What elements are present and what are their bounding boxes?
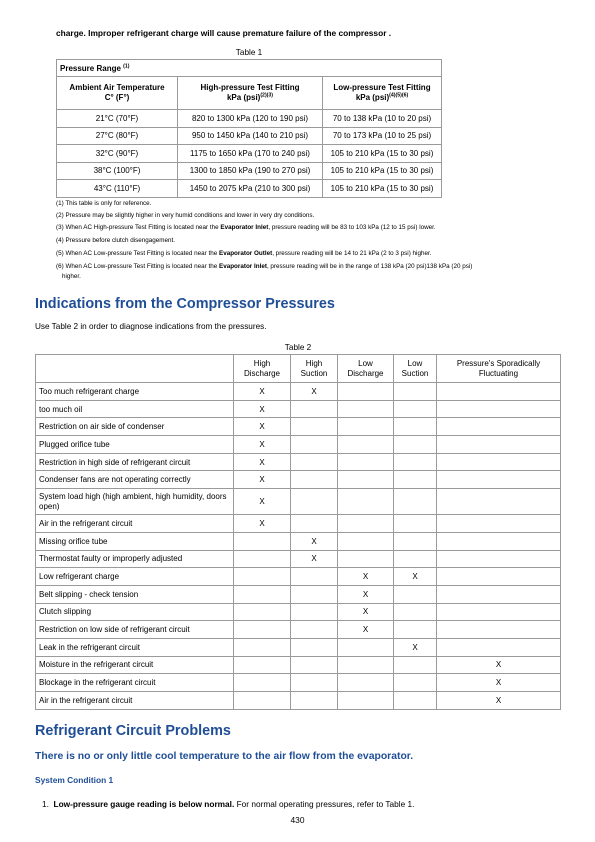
empty-cell (394, 656, 437, 674)
table-row (36, 436, 561, 454)
condition-label: Moisture in the refrigerant circuit (36, 656, 234, 674)
empty-cell (291, 400, 338, 418)
table-row (36, 638, 561, 656)
mark-cell: X (234, 489, 291, 515)
condition-label: Low refrigerant charge (36, 568, 234, 586)
pressure-row (57, 110, 442, 128)
empty-cell (394, 674, 437, 692)
pressure-row (57, 180, 442, 198)
mark-cell: X (234, 453, 291, 471)
mark-cell: X (234, 515, 291, 533)
condition-label: Blockage in the refrigerant circuit (36, 674, 234, 692)
mark-cell: X (234, 436, 291, 454)
condition-label: too much oil (36, 400, 234, 418)
empty-cell (338, 436, 394, 454)
mark-cell: X (234, 383, 291, 401)
empty-cell (234, 585, 291, 603)
empty-cell (234, 692, 291, 710)
footnote-4: (4) Pressure before clutch disengagement. (56, 237, 176, 244)
empty-cell (437, 515, 561, 533)
empty-cell (437, 383, 561, 401)
footnote-6: (6) When AC Low-pressure Test Fitting is located near the Evaporator Inlet, pressure reading will be in the range of 138 kPa (20 psi)138 kPa (20 psi) (56, 263, 473, 270)
ambient-temp-header: Ambient Air Temperature C° (F°) (57, 77, 178, 110)
empty-cell (338, 418, 394, 436)
empty-cell (234, 568, 291, 586)
empty-cell (234, 532, 291, 550)
empty-cell (338, 692, 394, 710)
condition-label: Belt slipping - check tension (36, 585, 234, 603)
table-row (36, 692, 561, 710)
condition-label: Restriction on air side of condenser (36, 418, 234, 436)
condition-label: System load high (high ambient, high humidity, doors open) (36, 489, 234, 515)
empty-cell (437, 471, 561, 489)
empty-cell (338, 453, 394, 471)
condition-label: Restriction in high side of refrigerant circuit (36, 453, 234, 471)
column-header: Low Discharge (338, 355, 394, 383)
pressure-row (57, 127, 442, 145)
empty-cell (437, 489, 561, 515)
high-pressure-header: High-pressure Test Fitting kPa (psi)$^{(2)(3)}$ (178, 77, 323, 110)
table-row (36, 489, 561, 515)
diagnosis-table (35, 354, 561, 710)
pressure-row (57, 162, 442, 180)
empty-cell (338, 471, 394, 489)
mark-cell: X (338, 568, 394, 586)
low-pressure-cell: 105 to 210 kPa (15 to 30 psi) (323, 145, 442, 163)
table-row (36, 621, 561, 639)
empty-cell (291, 515, 338, 533)
empty-cell (437, 532, 561, 550)
empty-cell (394, 400, 437, 418)
empty-cell (394, 550, 437, 568)
empty-cell (394, 692, 437, 710)
empty-cell (291, 436, 338, 454)
empty-cell (394, 515, 437, 533)
empty-cell (291, 638, 338, 656)
empty-cell (338, 383, 394, 401)
empty-cell (338, 656, 394, 674)
empty-cell (291, 674, 338, 692)
low-pressure-cell: 70 to 173 kPa (10 to 25 psi) (323, 127, 442, 145)
footnote-2: (2) Pressure may be slightly higher in very humid conditions and lower in very dry conditions. (56, 212, 315, 219)
high-pressure-cell: 1450 to 2075 kPa (210 to 300 psi) (178, 180, 323, 198)
table-row (36, 383, 561, 401)
column-header: Pressure's Sporadically Fluctuating (437, 355, 561, 383)
problem-subheading: There is no or only little cool temperature to the air flow from the evaporator. (35, 751, 414, 762)
condition-label: Plugged orifice tube (36, 436, 234, 454)
empty-cell (234, 674, 291, 692)
mark-cell: X (291, 532, 338, 550)
high-pressure-cell: 1175 to 1650 kPa (170 to 240 psi) (178, 145, 323, 163)
empty-cell (338, 550, 394, 568)
mark-cell: X (437, 656, 561, 674)
footnote-3: (3) When AC High-pressure Test Fitting is located near the Evaporator Inlet, pressure reading will be 83 to 103 kPa (12 to 15 psi) lower. (56, 224, 436, 231)
empty-cell (394, 471, 437, 489)
page-number: 430 (290, 815, 305, 825)
ambient-temp-cell: 27°C (80°F) (57, 127, 178, 145)
condition-label: Leak in the refrigerant circuit (36, 638, 234, 656)
table-row (36, 400, 561, 418)
table-row (36, 674, 561, 692)
empty-cell (338, 515, 394, 533)
system-condition-heading: System Condition 1 (35, 775, 114, 785)
empty-cell (234, 550, 291, 568)
high-pressure-cell: 950 to 1450 kPa (140 to 210 psi) (178, 127, 323, 145)
empty-cell (291, 471, 338, 489)
empty-cell (234, 621, 291, 639)
empty-cell (437, 568, 561, 586)
condition-label: Restriction on low side of refrigerant circuit (36, 621, 234, 639)
mark-cell: X (234, 400, 291, 418)
footnote-1: (1) This table is only for reference. (56, 200, 152, 207)
footnote-5: (5) When AC Low-pressure Test Fitting is located near the Evaporator Outlet, pressure reading will be 14 to 21 kPa (2 to 3 psi) higher. (56, 250, 432, 257)
table-row (36, 585, 561, 603)
empty-cell (291, 568, 338, 586)
empty-cell (437, 603, 561, 621)
column-header: High Suction (291, 355, 338, 383)
empty-cell (437, 638, 561, 656)
mark-cell: X (394, 638, 437, 656)
condition-label: Missing orifice tube (36, 532, 234, 550)
empty-cell (394, 532, 437, 550)
table-row (36, 568, 561, 586)
mark-cell: X (291, 550, 338, 568)
mark-cell: X (234, 418, 291, 436)
table-row (36, 550, 561, 568)
condition-label: Thermostat faulty or improperly adjusted (36, 550, 234, 568)
empty-cell (234, 656, 291, 674)
mark-cell: X (338, 603, 394, 621)
pressure-row (57, 145, 442, 163)
low-pressure-cell: 70 to 138 kPa (10 to 20 psi) (323, 110, 442, 128)
empty-cell (394, 621, 437, 639)
empty-cell (394, 418, 437, 436)
empty-cell (394, 453, 437, 471)
low-pressure-header: Low-pressure Test Fitting kPa (psi)$^{(4)(5)(6)}$ (323, 77, 442, 110)
empty-cell (338, 638, 394, 656)
empty-cell (338, 400, 394, 418)
table-row (36, 656, 561, 674)
mark-cell: X (338, 621, 394, 639)
empty-cell (338, 674, 394, 692)
mark-cell: X (291, 383, 338, 401)
pressure-range-title: Pressure Range $^{(1)}$ (57, 60, 442, 77)
empty-cell (338, 532, 394, 550)
condition-list-item: 1. Low-pressure gauge reading is below normal. For normal operating pressures, refer to Table 1. (42, 799, 415, 809)
mark-cell: X (437, 674, 561, 692)
blank-header-cell (36, 355, 234, 383)
empty-cell (234, 638, 291, 656)
footnote-6-cont: higher. (62, 273, 81, 280)
ambient-temp-cell: 38°C (100°F) (57, 162, 178, 180)
column-header: High Discharge (234, 355, 291, 383)
section-heading-circuit-problems: Refrigerant Circuit Problems (35, 723, 231, 739)
empty-cell (437, 418, 561, 436)
ambient-temp-cell: 21°C (70°F) (57, 110, 178, 128)
ambient-temp-cell: 43°C (110°F) (57, 180, 178, 198)
empty-cell (291, 489, 338, 515)
mark-cell: X (234, 471, 291, 489)
empty-cell (338, 489, 394, 515)
empty-cell (291, 585, 338, 603)
low-pressure-cell: 105 to 210 kPa (15 to 30 psi) (323, 180, 442, 198)
empty-cell (234, 603, 291, 621)
empty-cell (437, 453, 561, 471)
empty-cell (291, 418, 338, 436)
mark-cell: X (394, 568, 437, 586)
table2-caption: Table 2 (284, 343, 312, 352)
empty-cell (437, 400, 561, 418)
empty-cell (291, 692, 338, 710)
table-row (36, 453, 561, 471)
empty-cell (394, 585, 437, 603)
condition-label: Clutch slipping (36, 603, 234, 621)
condition-label: Air in the refrigerant circuit (36, 515, 234, 533)
empty-cell (291, 621, 338, 639)
condition-label: Air in the refrigerant circuit (36, 692, 234, 710)
table-row (36, 471, 561, 489)
table-row (36, 418, 561, 436)
empty-cell (291, 656, 338, 674)
section-heading-indications: Indications from the Compressor Pressures (35, 296, 335, 312)
lead-text: charge. Improper refrigerant charge will cause premature failure of the compressor . (56, 28, 392, 38)
mark-cell: X (437, 692, 561, 710)
empty-cell (291, 603, 338, 621)
low-pressure-cell: 105 to 210 kPa (15 to 30 psi) (323, 162, 442, 180)
column-header: Low Suction (394, 355, 437, 383)
condition-label: Condenser fans are not operating correctly (36, 471, 234, 489)
empty-cell (394, 436, 437, 454)
empty-cell (437, 550, 561, 568)
section-intro: Use Table 2 in order to diagnose indications from the pressures. (35, 322, 267, 331)
ambient-temp-cell: 32°C (90°F) (57, 145, 178, 163)
table-row (36, 532, 561, 550)
empty-cell (437, 621, 561, 639)
condition-label: Too much refrigerant charge (36, 383, 234, 401)
high-pressure-cell: 1300 to 1850 kPa (190 to 270 psi) (178, 162, 323, 180)
empty-cell (291, 453, 338, 471)
table-row (36, 515, 561, 533)
high-pressure-cell: 820 to 1300 kPa (120 to 190 psi) (178, 110, 323, 128)
empty-cell (437, 585, 561, 603)
mark-cell: X (338, 585, 394, 603)
empty-cell (394, 603, 437, 621)
table-row (36, 603, 561, 621)
pressure-range-table (56, 59, 442, 198)
empty-cell (394, 489, 437, 515)
table1-caption: Table 1 (235, 48, 263, 57)
empty-cell (394, 383, 437, 401)
empty-cell (437, 436, 561, 454)
